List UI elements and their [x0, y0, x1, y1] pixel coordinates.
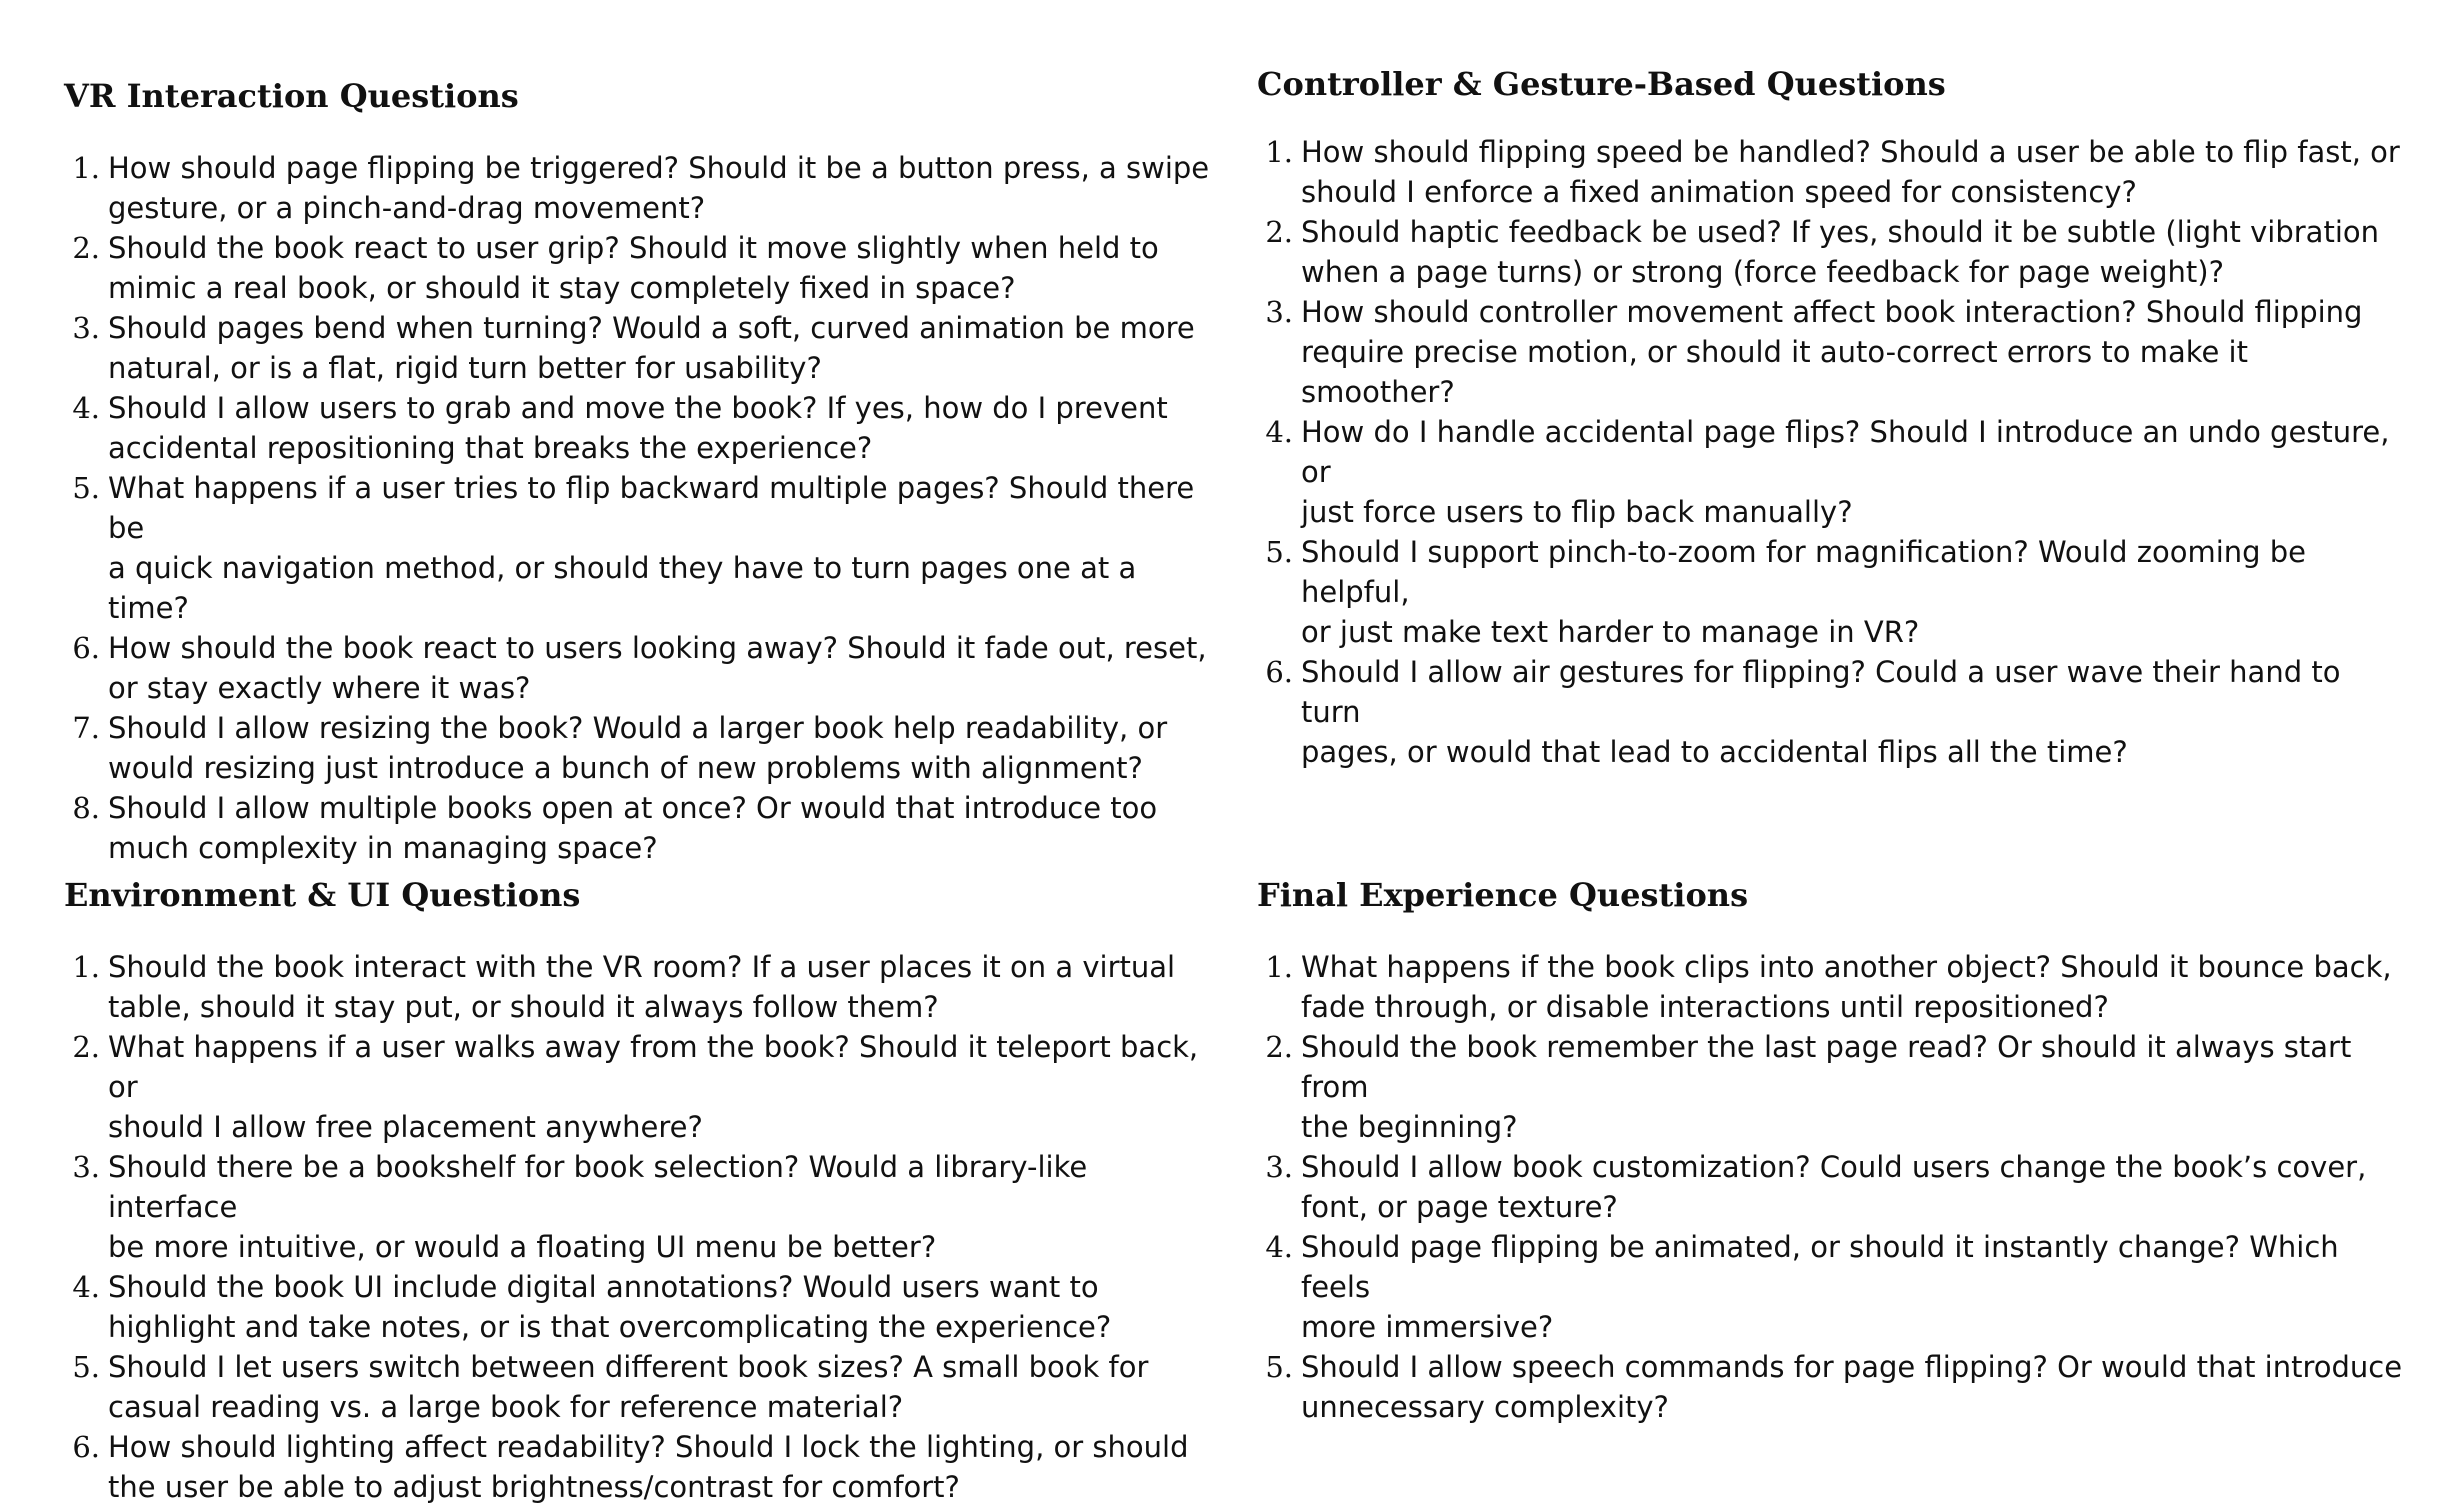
- list-item-number: 4.: [1265, 415, 1293, 449]
- section-vr-interaction: [64, 74, 1214, 868]
- list-item: [64, 628, 1214, 708]
- list-item: [1257, 532, 2407, 652]
- list-item-number: 2.: [72, 1030, 100, 1064]
- list-item: [1257, 212, 2407, 292]
- list-item: [64, 148, 1214, 228]
- list-item-text: Should I allow users to grab and move the book? If yes, how do I prevent accidental repositioning that breaks the experience?: [108, 391, 1168, 465]
- list-item-number: 6.: [72, 631, 100, 665]
- list-item-text: What happens if a user walks away from the book? Should it teleport back, or should I allow free placement anywhere?: [108, 1030, 1199, 1144]
- list-item: [64, 708, 1214, 788]
- list-item-text: Should I allow multiple books open at once? Or would that introduce too much complexity in managing space?: [108, 791, 1158, 865]
- list-item: [64, 388, 1214, 468]
- list-item-text: Should I allow air gestures for flipping? Could a user wave their hand to turn pages, or would that lead to accidental flips all the time?: [1301, 655, 2341, 769]
- list-item: [1257, 1027, 2407, 1147]
- list-item-number: 2.: [1265, 215, 1293, 249]
- list-item-number: 3.: [72, 1150, 100, 1184]
- list-item-number: 5.: [72, 1350, 100, 1384]
- section-title: Final Experience Questions: [1257, 876, 1749, 914]
- list-item-text: Should I allow resizing the book? Would a larger book help readability, or would resizing just introduce a bunch of new problems with alignment?: [108, 711, 1168, 785]
- list-item-number: 5.: [72, 471, 100, 505]
- section-title: VR Interaction Questions: [64, 77, 519, 115]
- question-list: [1257, 132, 2407, 772]
- section-title: Controller & Gesture-Based Questions: [1257, 65, 1946, 103]
- list-item-text: Should I allow speech commands for page flipping? Or would that introduce unnecessary complexity?: [1301, 1350, 2403, 1424]
- list-item: [1257, 652, 2407, 772]
- list-item-text: How should lighting affect readability? Should I lock the lighting, or should the user be able to adjust brightness/contrast for comfort?: [108, 1430, 1189, 1504]
- list-item-number: 1.: [1265, 135, 1293, 169]
- list-item: [1257, 412, 2407, 532]
- list-item: [64, 1347, 1214, 1427]
- list-item-number: 4.: [72, 1270, 100, 1304]
- list-item-text: Should page flipping be animated, or should it instantly change? Which feels more immersive?: [1301, 1230, 2339, 1344]
- question-list: [1257, 947, 2407, 1427]
- list-item: [64, 1027, 1214, 1147]
- question-list: [64, 947, 1214, 1507]
- list-item-number: 7.: [72, 711, 100, 745]
- list-item-text: Should there be a bookshelf for book selection? Would a library-like interface be more intuitive, or would a floating UI menu be better?: [108, 1150, 1088, 1264]
- list-item-number: 2.: [1265, 1030, 1293, 1064]
- list-item-number: 6.: [72, 1430, 100, 1464]
- list-item-text: Should pages bend when turning? Would a soft, curved animation be more natural, or is a flat, rigid turn better for usability?: [108, 311, 1195, 385]
- list-item: [1257, 1347, 2407, 1427]
- list-item: [64, 308, 1214, 388]
- list-item-text: How should flipping speed be handled? Should a user be able to flip fast, or should I enforce a fixed animation speed for consistency?: [1301, 135, 2400, 209]
- list-item: [64, 1147, 1214, 1267]
- section-title: Environment & UI Questions: [64, 876, 581, 914]
- list-item-number: 1.: [72, 950, 100, 984]
- list-item: [1257, 132, 2407, 212]
- section-controller-gesture: [1257, 62, 2407, 772]
- list-item: [64, 468, 1214, 628]
- list-item-text: What happens if a user tries to flip backward multiple pages? Should there be a quick navigation method, or should they have to turn pages one at a time?: [108, 471, 1195, 625]
- list-item-number: 8.: [72, 791, 100, 825]
- list-item-number: 1.: [72, 151, 100, 185]
- list-item: [64, 1267, 1214, 1347]
- list-item-text: Should the book remember the last page read? Or should it always start from the beginning?: [1301, 1030, 2352, 1144]
- list-item: [64, 228, 1214, 308]
- list-item-number: 4.: [72, 391, 100, 425]
- list-item-text: What happens if the book clips into another object? Should it bounce back, fade through, or disable interactions until repositioned?: [1301, 950, 2392, 1024]
- list-item: [64, 1427, 1214, 1507]
- list-item: [1257, 292, 2407, 412]
- list-item-text: How should page flipping be triggered? Should it be a button press, a swipe gesture, or a pinch-and-drag movement?: [108, 151, 1210, 225]
- section-final-experience: [1257, 873, 2407, 1427]
- list-item-text: How should controller movement affect book interaction? Should flipping require precise motion, or should it auto-correct errors to make it smoother?: [1301, 295, 2363, 409]
- list-item-number: 3.: [72, 311, 100, 345]
- list-item-number: 2.: [72, 231, 100, 265]
- list-item-text: Should the book UI include digital annotations? Would users want to highlight and take notes, or is that overcomplicating the experience?: [108, 1270, 1112, 1344]
- list-item-text: Should the book interact with the VR room? If a user places it on a virtual table, should it stay put, or should it always follow them?: [108, 950, 1176, 1024]
- list-item-text: Should the book react to user grip? Should it move slightly when held to mimic a real book, or should it stay completely fixed in space?: [108, 231, 1159, 305]
- list-item-text: How should the book react to users looking away? Should it fade out, reset, or stay exactly where it was?: [108, 631, 1207, 705]
- list-item-number: 4.: [1265, 1230, 1293, 1264]
- list-item: [64, 788, 1214, 868]
- list-item: [64, 947, 1214, 1027]
- list-item-number: 5.: [1265, 535, 1293, 569]
- section-environment-ui: [64, 873, 1214, 1507]
- list-item-number: 1.: [1265, 950, 1293, 984]
- list-item: [1257, 1227, 2407, 1347]
- list-item-number: 6.: [1265, 655, 1293, 689]
- list-item-number: 3.: [1265, 295, 1293, 329]
- list-item-text: Should I support pinch-to-zoom for magnification? Would zooming be helpful, or just make text harder to manage in VR?: [1301, 535, 2307, 649]
- list-item-number: 5.: [1265, 1350, 1293, 1384]
- question-list: [64, 148, 1214, 868]
- list-item: [1257, 1147, 2407, 1227]
- list-item-text: Should I let users switch between different book sizes? A small book for casual reading vs. a large book for reference material?: [108, 1350, 1149, 1424]
- list-item-text: Should I allow book customization? Could users change the book’s cover, font, or page texture?: [1301, 1150, 2367, 1224]
- list-item-number: 3.: [1265, 1150, 1293, 1184]
- list-item-text: How do I handle accidental page flips? Should I introduce an undo gesture, or just force users to flip back manually?: [1301, 415, 2390, 529]
- list-item-text: Should haptic feedback be used? If yes, should it be subtle (light vibration when a page turns) or strong (force feedback for page weight)?: [1301, 215, 2379, 289]
- list-item: [1257, 947, 2407, 1027]
